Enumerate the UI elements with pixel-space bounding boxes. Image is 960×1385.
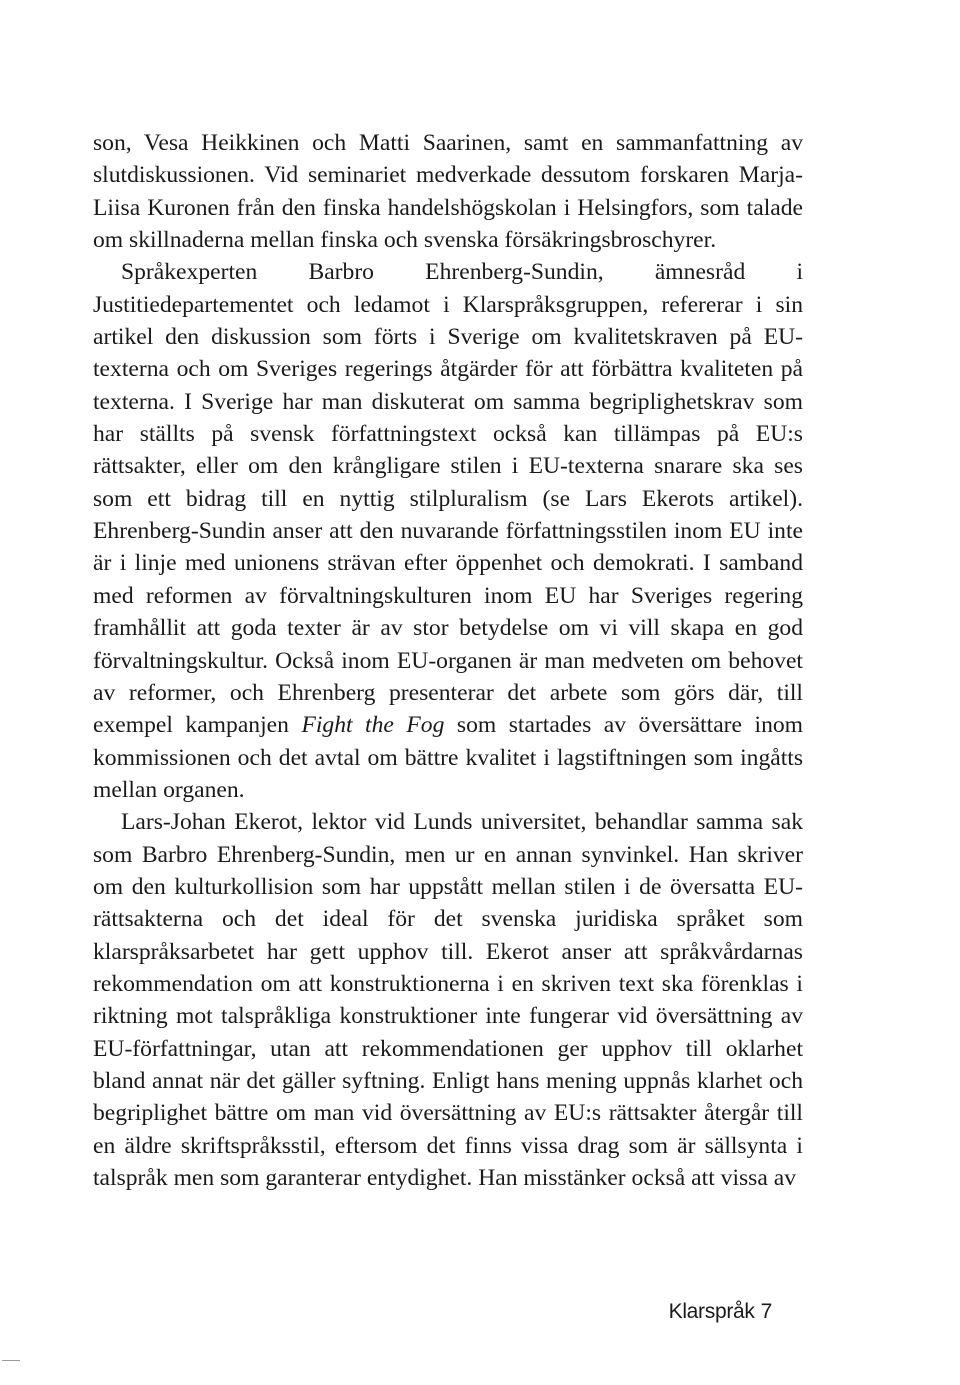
paragraph-2-text-a: Språkexperten Barbro Ehrenberg-Sundin, ämnesråd i Justitiedepartementet och ledamot i Klarspråksgruppen, refererar i sin artikel den diskussion som förts i Sverige om kvalitetskraven på EU-texterna och om Sveriges regerings åtgärder för att förbättra kvaliteten på texterna. I Sverige har man diskuterat om samma begriplighetskrav som har ställts på svensk författningstext också kan tillämpas på EU:s rättsakter, eller om den krångligare stilen i EU-texterna snarare ska ses som ett bidrag till en nyttig stilpluralism (se Lars Ekerots artikel). Ehrenberg-Sundin anser att den nuvarande författningsstilen inom EU inte är i linje med unionens strävan efter öppenhet och demokrati. I samband med reformen av förvaltningskulturen inom EU har Sveriges regering framhållit att goda texter är av stor betydelse om vi vill skapa en god förvaltningskultur. Också inom EU-organen är man medveten om behovet av reformer, och Ehrenberg presenterar det arbete som görs där, till exempel kampanjen [93, 259, 803, 739]
page-number: 7 [760, 1300, 772, 1323]
paragraph-1: son, Vesa Heikkinen och Matti Saarinen, samt en sammanfattning av slutdiskussionen. Vid seminariet medverkade dessutom forskaren Marja-Liisa Kuronen från den finska handelshögskolan i Helsingfors, som talade om skillnaderna mellan finska och svenska försäkringsbroschyrer. [93, 130, 803, 254]
page-footer [669, 1300, 772, 1324]
paragraph-3: Lars-Johan Ekerot, lektor vid Lunds universitet, behandlar samma sak som Barbro Ehrenberg-Sundin, men ur en annan synvinkel. Han skriver om den kulturkollision som har uppstått mellan stilen i de översatta EU-rättsakterna och det ideal för det svenska juridiska språket som klarspråksarbetet har gett upphov till. Ekerot anser att språkvårdarnas rekommendation om att konstruktionerna i en skriven text ska förenklas i riktning mot talspråkliga konstruktioner inte fungerar vid översättning av EU-författningar, utan att rekommendationen ger upphov till oklarhet bland annat när det gäller syftning. Enligt hans mening uppnås klarhet och begriplighet bättre om man vid översättning av EU:s rättsakter återgår till en äldre skriftspråksstil, eftersom det finns vissa drag som är sällsynta i talspråk men som garanterar entydighet. Han misstänker också att vissa av [93, 809, 803, 1191]
campaign-title: Fight the Fog [301, 712, 445, 739]
paragraph-2-text-b: som startades av översättare inom kommissionen och det avtal om bättre kvalitet i lagstiftningen som ingåtts mellan organen. [93, 712, 804, 803]
body-text [93, 127, 803, 1194]
paragraph-2 [93, 256, 803, 806]
publication-name: Klarspråk [668, 1300, 755, 1323]
margin-mark [2, 1360, 20, 1361]
